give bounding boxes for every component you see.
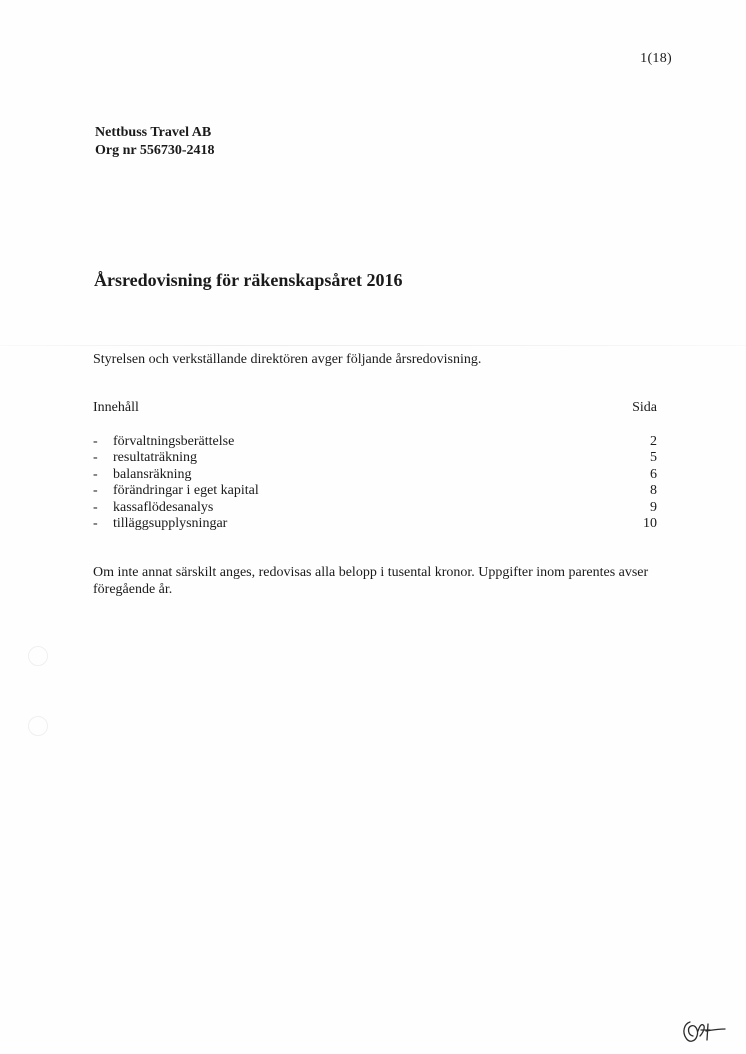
document-title: Årsredovisning för räkenskapsåret 2016 xyxy=(94,270,403,290)
toc-heading-contents: Innehåll xyxy=(93,400,139,415)
toc-item-label: balansräkning xyxy=(113,466,192,482)
toc-item-page: 6 xyxy=(650,466,657,482)
toc-item-dash: - xyxy=(93,483,98,499)
toc-item-label: tilläggsupplysningar xyxy=(113,515,228,531)
toc-item xyxy=(93,467,657,483)
scan-artifact-line xyxy=(0,345,746,346)
toc-item-page: 10 xyxy=(643,515,657,531)
toc-item-label: resultaträkning xyxy=(113,450,197,466)
toc-item-dash: - xyxy=(93,450,98,466)
toc-item xyxy=(93,450,657,466)
amounts-note: Om inte annat särskilt anges, redovisas alla belopp i tusental kronor. Uppgifter inom parentes avser föregående år. xyxy=(93,565,649,597)
toc-item-dash: - xyxy=(93,434,98,449)
intro-text: Styrelsen och verkställande direktören avger följande årsredovisning. xyxy=(93,352,482,367)
toc-item xyxy=(93,483,657,499)
toc-item-page: 8 xyxy=(650,483,657,499)
toc-item-dash: - xyxy=(93,515,98,531)
toc-item xyxy=(93,434,657,450)
toc-item-label: förvaltningsberättelse xyxy=(113,434,235,449)
page-number: 1(18) xyxy=(640,51,672,66)
toc-heading xyxy=(93,400,657,416)
toc-item-dash: - xyxy=(93,466,98,482)
company-org-nr: Org nr 556730-2418 xyxy=(95,143,215,158)
toc-item-dash: - xyxy=(93,499,98,515)
punch-hole-mark xyxy=(28,646,48,666)
toc-item-label: kassaflödesanalys xyxy=(113,499,214,515)
company-name: Nettbuss Travel AB xyxy=(95,125,212,140)
initials-signature xyxy=(680,1016,728,1046)
toc-heading-page: Sida xyxy=(632,400,657,415)
toc-item-page: 5 xyxy=(650,450,657,466)
company-block xyxy=(95,124,215,160)
toc-item-page: 9 xyxy=(650,499,657,515)
toc-item-page: 2 xyxy=(650,434,657,449)
toc-item xyxy=(93,516,657,532)
toc-item-label: förändringar i eget kapital xyxy=(113,483,259,499)
toc-item xyxy=(93,500,657,516)
table-of-contents xyxy=(93,434,657,532)
punch-hole-mark xyxy=(28,716,48,736)
